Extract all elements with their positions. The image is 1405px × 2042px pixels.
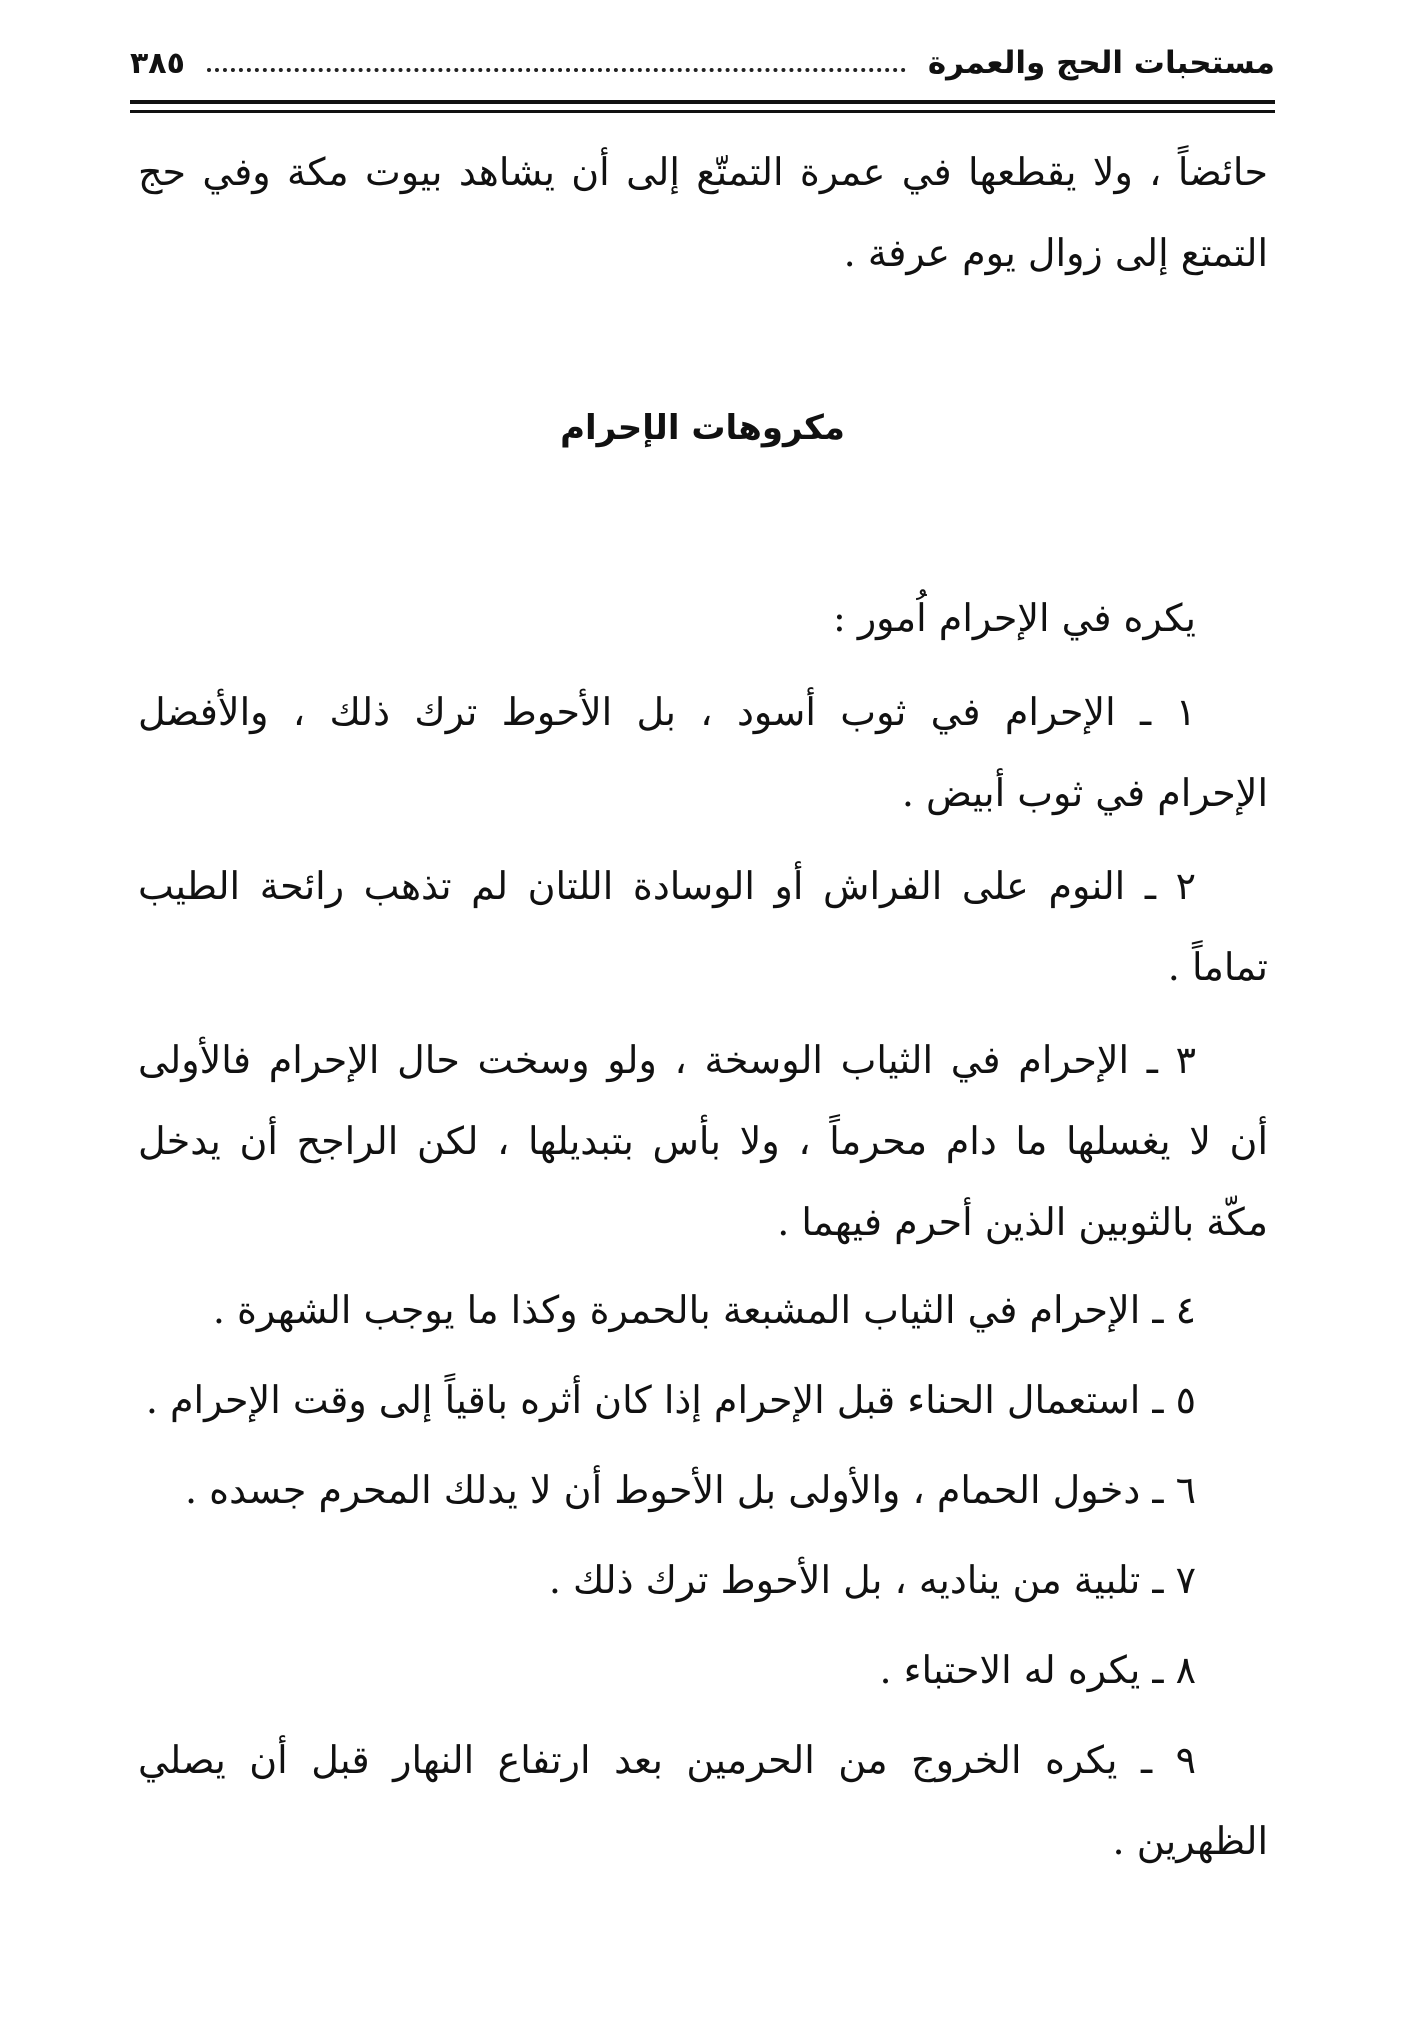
list-item-line: ٤ ـ الإحرام في الثياب المشبعة بالحمرة وكذا ما يوجب الشهرة .: [212, 1288, 1196, 1332]
list-item-line: مكّة بالثوبين الذين أحرم فيهما .: [777, 1200, 1268, 1244]
list-item-line: أن لا يغسلها ما دام محرماً ، ولا بأس بتبديلها ، لكن الراجح أن يدخل: [138, 1119, 1268, 1163]
leader-dots: [207, 68, 906, 72]
section-heading: مكروهات الإحرام: [560, 408, 845, 448]
page-number: ٣٨٥: [130, 45, 185, 81]
list-item-5: [138, 1360, 1268, 1441]
list-item-2: [138, 846, 1268, 1008]
list-item-line: الإحرام في ثوب أبيض .: [901, 771, 1268, 815]
list-item-3: [138, 1020, 1268, 1263]
opening-line-1: حائضاً ، ولا يقطعها في عمرة التمتّع إلى أن يشاهد بيوت مكة وفي حج: [138, 150, 1268, 194]
list-item-8: [138, 1630, 1268, 1711]
list-item-line: ٧ ـ تلبية من يناديه ، بل الأحوط ترك ذلك .: [548, 1558, 1196, 1602]
list-item-4: [138, 1270, 1268, 1351]
header-rule-bottom: [130, 110, 1275, 113]
list-item-line: ٢ ـ النوم على الفراش أو الوسادة اللتان لم تذهب رائحة الطيب: [138, 864, 1196, 908]
list-item-line: ٨ ـ يكره له الاحتباء .: [879, 1648, 1196, 1692]
list-item-line: ٣ ـ الإحرام في الثياب الوسخة ، ولو وسخت حال الإحرام فالأولى: [138, 1038, 1196, 1082]
list-item-1: [138, 672, 1268, 834]
list-item-line: ١ ـ الإحرام في ثوب أسود ، بل الأحوط ترك ذلك ، والأفضل: [138, 690, 1196, 734]
list-item-line: ٦ ـ دخول الحمام ، والأولى بل الأحوط أن لا يدلك المحرم جسده .: [185, 1468, 1196, 1512]
opening-paragraph: [138, 132, 1268, 294]
page-header: [130, 38, 1275, 88]
list-item-line: ٥ ـ استعمال الحناء قبل الإحرام إذا كان أثره باقياً إلى وقت الإحرام .: [145, 1378, 1196, 1422]
header-rule-top: [130, 100, 1275, 104]
intro-text: يكره في الإحرام اُمور :: [832, 596, 1196, 640]
opening-line-2: التمتع إلى زوال يوم عرفة .: [843, 231, 1268, 275]
list-item-line: الظهرين .: [1112, 1819, 1268, 1863]
running-title: مستحبات الحج والعمرة: [927, 45, 1275, 81]
list-item-line: تماماً .: [1167, 945, 1268, 989]
list-item-line: ٩ ـ يكره الخروج من الحرمين بعد ارتفاع النهار قبل أن يصلي: [138, 1738, 1196, 1782]
list-item-7: [138, 1540, 1268, 1621]
list-item-6: [138, 1450, 1268, 1531]
list-item-9: [138, 1720, 1268, 1882]
